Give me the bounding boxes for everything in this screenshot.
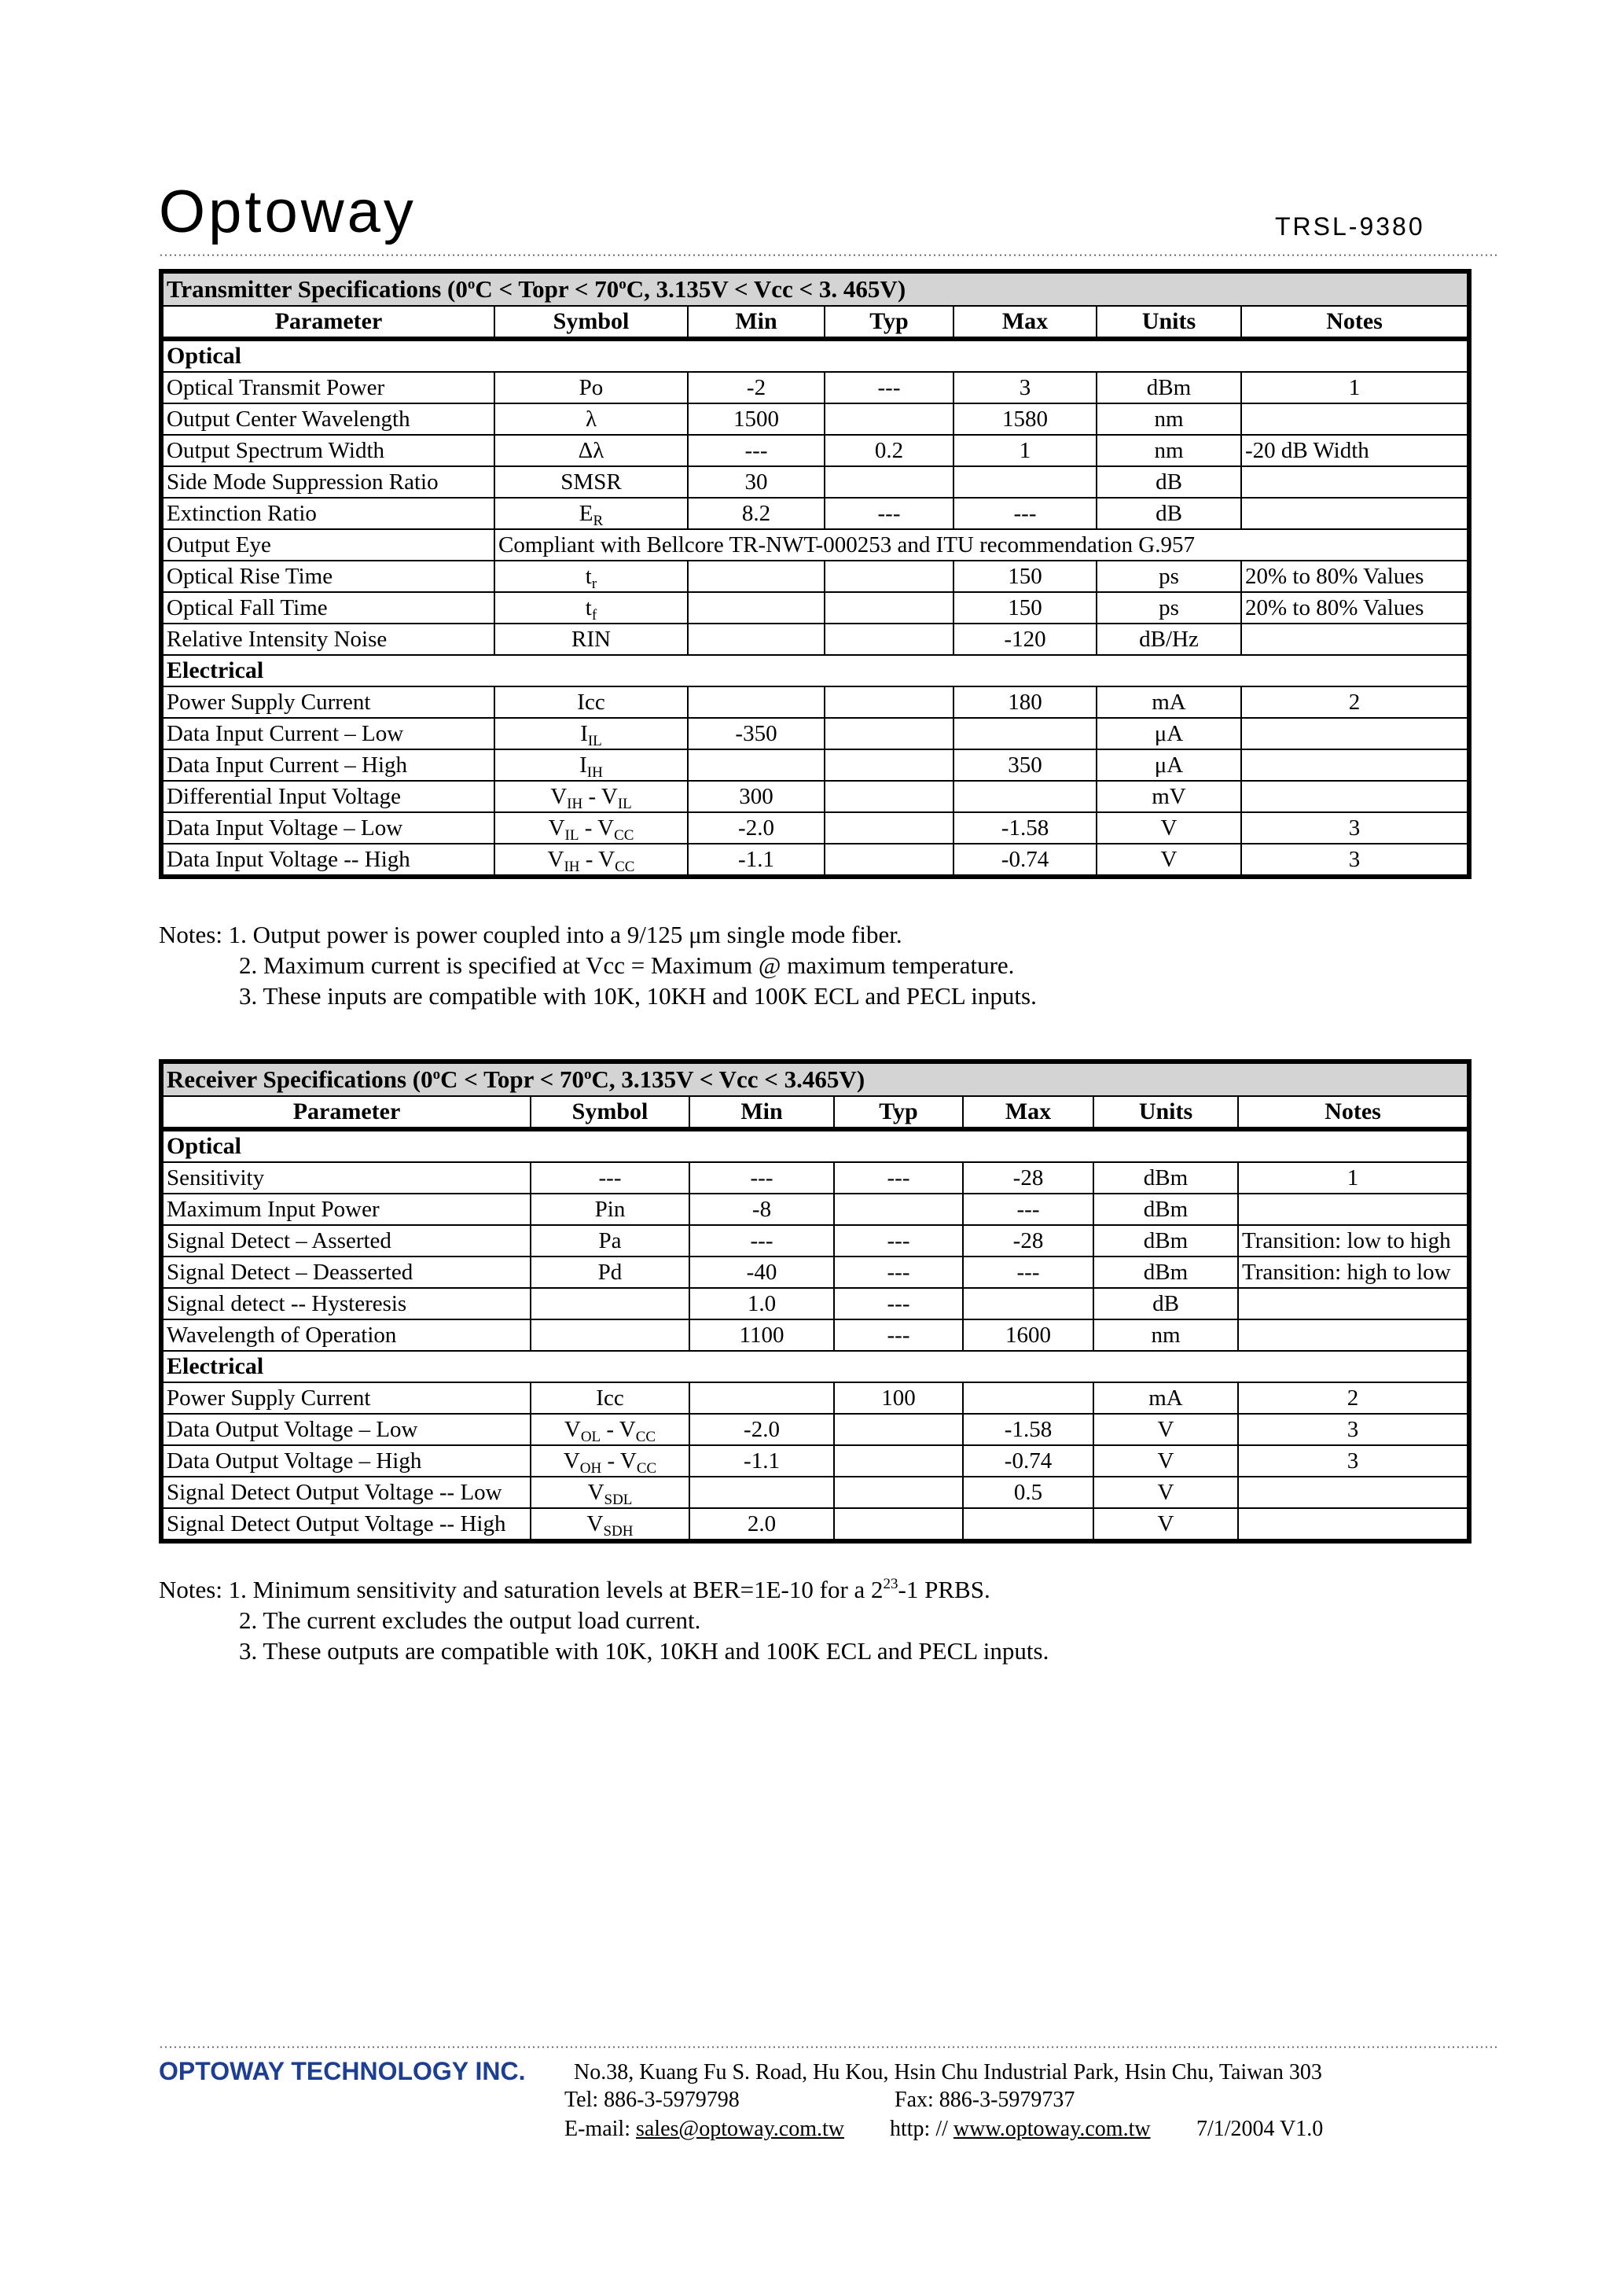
symbol-cell — [531, 1508, 689, 1541]
units-cell: V — [1093, 1477, 1238, 1508]
typ-cell — [825, 466, 953, 498]
min-cell: --- — [688, 435, 825, 466]
degree-mark: o — [584, 1066, 592, 1083]
parameter-cell: Power Supply Current — [161, 1382, 531, 1414]
symbol-main: V — [564, 1417, 581, 1442]
min-cell — [688, 749, 825, 781]
min-cell — [688, 686, 825, 718]
typ-cell: 0.2 — [825, 435, 953, 466]
spec-row — [161, 844, 1469, 877]
min-cell: -1.1 — [689, 1445, 834, 1477]
symbol-main: t — [585, 595, 592, 620]
symbol-subscript: IH — [567, 796, 583, 812]
symbol-cell: Icc — [494, 686, 688, 718]
column-header: Parameter — [161, 306, 494, 339]
symbol-cell: Δλ — [494, 435, 688, 466]
table-title — [161, 1062, 1469, 1096]
min-cell: -350 — [688, 718, 825, 749]
units-cell: dB — [1097, 498, 1241, 529]
symbol-cell — [494, 498, 688, 529]
typ-cell — [834, 1194, 963, 1225]
footer-fax: Fax: 886-3-5979737 — [895, 2088, 1075, 2112]
min-cell: 1100 — [689, 1319, 834, 1351]
max-cell: 150 — [953, 561, 1097, 592]
max-cell: 1 — [953, 435, 1097, 466]
parameter-cell: Wavelength of Operation — [161, 1319, 531, 1351]
symbol-cell: λ — [494, 403, 688, 435]
units-cell: nm — [1097, 435, 1241, 466]
notes-cell — [1238, 1508, 1469, 1541]
units-cell: dB/Hz — [1097, 624, 1241, 655]
units-cell: mA — [1093, 1382, 1238, 1414]
symbol-cell: RIN — [494, 624, 688, 655]
symbol-cell: $V_{IH} - V_{IL}$ — [494, 781, 688, 812]
max-cell: 350 — [953, 749, 1097, 781]
spec-row — [161, 1477, 1469, 1508]
spec-row — [161, 466, 1469, 498]
column-header-row — [161, 1096, 1469, 1129]
typ-cell — [825, 718, 953, 749]
symbol-cell: $V_{OL} - V_{CC}$ — [531, 1414, 689, 1445]
notes-cell: 3 — [1241, 844, 1469, 877]
symbol-cell — [494, 749, 688, 781]
units-cell: dBm — [1093, 1225, 1238, 1257]
title-text: C, 3.135V < Vcc < 3. 465V) — [626, 275, 906, 303]
title-text: C < Topr < 70 — [440, 1065, 585, 1093]
notes-cell — [1241, 498, 1469, 529]
title-text: Receiver Specifications (0 — [167, 1065, 433, 1093]
symbol-cell — [494, 561, 688, 592]
spec-row — [161, 372, 1469, 403]
column-header: Typ — [825, 306, 953, 339]
spec-row — [161, 1414, 1469, 1445]
typ-cell: --- — [834, 1288, 963, 1319]
header-divider — [159, 253, 1498, 257]
section-row — [161, 1129, 1469, 1162]
typ-cell: --- — [825, 498, 953, 529]
website-link[interactable]: www.optoway.com.tw — [953, 2117, 1151, 2141]
parameter-cell: Relative Intensity Noise — [161, 624, 494, 655]
spec-row — [161, 435, 1469, 466]
symbol-subscript: IL — [617, 796, 632, 812]
section-row — [161, 655, 1469, 686]
footer-divider — [159, 2045, 1498, 2049]
symbol-cell — [494, 718, 688, 749]
email-link[interactable]: sales@optoway.com.tw — [635, 2117, 845, 2141]
units-cell: mA — [1097, 686, 1241, 718]
column-header-row — [161, 306, 1469, 339]
footer-address: No.38, Kuang Fu S. Road, Hu Kou, Hsin Chu Industrial Park, Hsin Chu, Taiwan 303 — [574, 2060, 1322, 2084]
max-cell — [963, 1288, 1093, 1319]
column-header: Max — [963, 1096, 1093, 1129]
symbol-subscript: IH — [586, 764, 603, 781]
parameter-cell: Differential Input Voltage — [161, 781, 494, 812]
units-cell: V — [1097, 812, 1241, 844]
symbol-main: V — [586, 1511, 604, 1536]
min-cell — [688, 592, 825, 624]
title-text: Transmitter Specifications (0 — [167, 275, 468, 303]
transmitter-spec-table — [159, 269, 1472, 879]
symbol-main: V — [619, 1448, 637, 1474]
degree-mark: o — [432, 1066, 441, 1083]
min-cell: --- — [689, 1162, 834, 1194]
symbol-subscript: CC — [636, 1460, 657, 1477]
notes-cell: 20% to 80% Values — [1241, 561, 1469, 592]
spec-row — [161, 1288, 1469, 1319]
max-cell: 1600 — [963, 1319, 1093, 1351]
transmitter-note: 2. Maximum current is specified at Vcc = Maximum @ maximum temperature. — [239, 951, 1015, 979]
compliance-cell: Compliant with Bellcore TR-NWT-000253 and ITU recommendation G.957 — [494, 529, 1469, 561]
parameter-cell: Maximum Input Power — [161, 1194, 531, 1225]
max-cell: -28 — [963, 1162, 1093, 1194]
units-cell: dBm — [1093, 1194, 1238, 1225]
notes-cell: 1 — [1241, 372, 1469, 403]
max-cell — [953, 466, 1097, 498]
parameter-cell: Signal Detect – Asserted — [161, 1225, 531, 1257]
typ-cell — [825, 686, 953, 718]
max-cell — [963, 1382, 1093, 1414]
title-text: C < Topr < 70 — [475, 275, 619, 303]
symbol-subscript: SDL — [604, 1492, 633, 1508]
units-cell: ps — [1097, 592, 1241, 624]
typ-cell — [834, 1508, 963, 1541]
notes-cell: -20 dB Width — [1241, 435, 1469, 466]
column-header: Symbol — [531, 1096, 689, 1129]
notes-cell — [1241, 781, 1469, 812]
symbol-subscript: CC — [615, 859, 635, 875]
column-header: Units — [1097, 306, 1241, 339]
parameter-cell: Output Spectrum Width — [161, 435, 494, 466]
footer-tel: Tel: 886-3-5979798 — [564, 2088, 740, 2112]
column-header: Notes — [1238, 1096, 1469, 1129]
symbol-subscript: OL — [580, 1429, 601, 1445]
symbol-main: I — [580, 721, 588, 746]
notes-cell: 20% to 80% Values — [1241, 592, 1469, 624]
units-cell: dB — [1093, 1288, 1238, 1319]
parameter-cell: Optical Transmit Power — [161, 372, 494, 403]
symbol-cell: $V_{IL} - V_{CC}$ — [494, 812, 688, 844]
max-cell: -0.74 — [953, 844, 1097, 877]
spec-row — [161, 1319, 1469, 1351]
notes-cell — [1238, 1194, 1469, 1225]
max-cell: 180 — [953, 686, 1097, 718]
units-cell: dB — [1097, 466, 1241, 498]
symbol-main: I — [579, 752, 587, 778]
column-header: Units — [1093, 1096, 1238, 1129]
table-title — [161, 271, 1469, 306]
symbol-main: V — [598, 847, 615, 872]
max-cell: --- — [953, 498, 1097, 529]
parameter-cell: Sensitivity — [161, 1162, 531, 1194]
typ-cell — [834, 1477, 963, 1508]
symbol-subscript: R — [593, 513, 604, 529]
spec-row — [161, 812, 1469, 844]
notes-cell — [1241, 718, 1469, 749]
footer-website: http: // www.optoway.com.tw — [890, 2117, 1151, 2141]
spec-row — [161, 592, 1469, 624]
min-cell: -8 — [689, 1194, 834, 1225]
symbol-main: V — [563, 1448, 580, 1474]
typ-cell — [825, 749, 953, 781]
notes-cell — [1241, 403, 1469, 435]
max-cell — [963, 1508, 1093, 1541]
max-cell: -0.74 — [963, 1445, 1093, 1477]
symbol-cell: $V_{OH} - V_{CC}$ — [531, 1445, 689, 1477]
max-cell: -1.58 — [953, 812, 1097, 844]
parameter-cell: Signal Detect Output Voltage -- High — [161, 1508, 531, 1541]
max-cell: --- — [963, 1194, 1093, 1225]
max-cell — [953, 781, 1097, 812]
parameter-cell: Signal Detect Output Voltage -- Low — [161, 1477, 531, 1508]
parameter-cell: Output Center Wavelength — [161, 403, 494, 435]
receiver-spec-table — [159, 1059, 1472, 1544]
symbol-cell: Pd — [531, 1257, 689, 1288]
parameter-cell: Data Input Current – High — [161, 749, 494, 781]
symbol-subscript: IL — [587, 733, 602, 749]
degree-mark: o — [619, 276, 626, 293]
max-cell: -120 — [953, 624, 1097, 655]
typ-cell — [834, 1445, 963, 1477]
min-cell: 300 — [688, 781, 825, 812]
symbol-main: V — [601, 784, 618, 809]
typ-cell — [825, 781, 953, 812]
typ-cell: --- — [834, 1162, 963, 1194]
symbol-subscript: IL — [564, 827, 579, 844]
min-cell: --- — [689, 1225, 834, 1257]
parameter-cell: Optical Fall Time — [161, 592, 494, 624]
symbol-main: V — [587, 1480, 604, 1505]
symbol-main: V — [548, 815, 565, 841]
notes-cell: 1 — [1238, 1162, 1469, 1194]
spec-row — [161, 1508, 1469, 1541]
max-cell: 0.5 — [963, 1477, 1093, 1508]
min-cell: 2.0 — [689, 1508, 834, 1541]
notes-cell — [1238, 1477, 1469, 1508]
typ-cell — [825, 561, 953, 592]
min-cell: -1.1 — [688, 844, 825, 877]
min-cell — [689, 1477, 834, 1508]
symbol-cell: --- — [531, 1162, 689, 1194]
typ-cell: --- — [834, 1319, 963, 1351]
section-row — [161, 1351, 1469, 1382]
parameter-cell: Optical Rise Time — [161, 561, 494, 592]
spec-row — [161, 498, 1469, 529]
spec-row — [161, 403, 1469, 435]
max-cell — [953, 718, 1097, 749]
notes-cell — [1241, 466, 1469, 498]
symbol-subscript: r — [591, 576, 597, 592]
parameter-cell: Output Eye — [161, 529, 494, 561]
receiver-note: 2. The current excludes the output load current. — [239, 1606, 701, 1634]
symbol-cell — [531, 1288, 689, 1319]
min-cell: -2.0 — [688, 812, 825, 844]
units-cell: dBm — [1097, 372, 1241, 403]
column-header: Symbol — [494, 306, 688, 339]
symbol-subscript: CC — [635, 1429, 656, 1445]
typ-cell — [834, 1414, 963, 1445]
symbol-main: V — [550, 784, 568, 809]
section-optical: Optical — [161, 339, 1469, 372]
receiver-note: 3. These outputs are compatible with 10K, 10KH and 100K ECL and PECL inputs. — [239, 1637, 1049, 1665]
units-cell: μA — [1097, 718, 1241, 749]
symbol-cell: Po — [494, 372, 688, 403]
symbol-subscript: CC — [614, 827, 634, 844]
max-cell: -28 — [963, 1225, 1093, 1257]
transmitter-note: Notes: 1. Output power is power coupled into a 9/125 μm single mode fiber. — [159, 921, 902, 948]
symbol-main: V — [547, 847, 564, 872]
column-header: Typ — [834, 1096, 963, 1129]
symbol-main: V — [597, 815, 615, 841]
units-cell: μA — [1097, 749, 1241, 781]
typ-cell — [825, 812, 953, 844]
notes-cell: 2 — [1241, 686, 1469, 718]
symbol-cell: Icc — [531, 1382, 689, 1414]
notes-cell: Transition: high to low — [1238, 1257, 1469, 1288]
spec-row — [161, 561, 1469, 592]
symbol-main: V — [619, 1417, 636, 1442]
parameter-cell: Data Output Voltage – Low — [161, 1414, 531, 1445]
typ-cell — [825, 592, 953, 624]
max-cell: 3 — [953, 372, 1097, 403]
units-cell: ps — [1097, 561, 1241, 592]
spec-row — [161, 1225, 1469, 1257]
units-cell: nm — [1097, 403, 1241, 435]
parameter-cell: Data Input Voltage – Low — [161, 812, 494, 844]
min-cell: 8.2 — [688, 498, 825, 529]
units-cell: V — [1093, 1414, 1238, 1445]
notes-cell: Transition: low to high — [1238, 1225, 1469, 1257]
typ-cell — [825, 624, 953, 655]
spec-row — [161, 529, 1469, 561]
units-cell: nm — [1093, 1319, 1238, 1351]
table-title-row — [161, 271, 1469, 306]
parameter-cell: Extinction Ratio — [161, 498, 494, 529]
symbol-main: t — [585, 564, 592, 589]
spec-row — [161, 749, 1469, 781]
max-cell: --- — [963, 1257, 1093, 1288]
section-electrical: Electrical — [161, 1351, 1469, 1382]
section-row — [161, 339, 1469, 372]
symbol-cell — [494, 592, 688, 624]
section-optical: Optical — [161, 1129, 1469, 1162]
parameter-cell: Data Input Voltage -- High — [161, 844, 494, 877]
parameter-cell: Signal detect -- Hysteresis — [161, 1288, 531, 1319]
notes-cell — [1238, 1319, 1469, 1351]
parameter-cell: Data Input Current – Low — [161, 718, 494, 749]
min-cell — [688, 624, 825, 655]
parameter-cell: Power Supply Current — [161, 686, 494, 718]
spec-row — [161, 686, 1469, 718]
min-cell — [688, 561, 825, 592]
parameter-cell: Side Mode Suppression Ratio — [161, 466, 494, 498]
spec-row — [161, 1445, 1469, 1477]
notes-cell: 2 — [1238, 1382, 1469, 1414]
min-cell — [689, 1382, 834, 1414]
notes-cell — [1241, 624, 1469, 655]
notes-cell: 3 — [1241, 812, 1469, 844]
typ-cell: --- — [825, 372, 953, 403]
spec-row — [161, 1257, 1469, 1288]
symbol-cell: Pin — [531, 1194, 689, 1225]
transmitter-notes — [159, 919, 1037, 1011]
max-cell: 150 — [953, 592, 1097, 624]
spec-row — [161, 718, 1469, 749]
spec-row — [161, 624, 1469, 655]
column-header: Min — [688, 306, 825, 339]
spec-row — [161, 1162, 1469, 1194]
units-cell: dBm — [1093, 1257, 1238, 1288]
column-header: Parameter — [161, 1096, 531, 1129]
parameter-cell: Data Output Voltage – High — [161, 1445, 531, 1477]
min-cell: -40 — [689, 1257, 834, 1288]
notes-cell: 3 — [1238, 1414, 1469, 1445]
degree-mark: o — [467, 276, 476, 293]
notes-cell — [1238, 1288, 1469, 1319]
column-header: Min — [689, 1096, 834, 1129]
notes-cell — [1241, 749, 1469, 781]
parameter-cell: Signal Detect – Deasserted — [161, 1257, 531, 1288]
title-text: C, 3.135V < Vcc < 3.465V) — [591, 1065, 865, 1093]
model-number: TRSL-9380 — [1275, 212, 1425, 241]
symbol-main: E — [579, 501, 593, 526]
table-title-row — [161, 1062, 1469, 1096]
units-cell: mV — [1097, 781, 1241, 812]
symbol-cell: Pa — [531, 1225, 689, 1257]
max-cell: -1.58 — [963, 1414, 1093, 1445]
symbol-subscript: f — [591, 607, 597, 624]
symbol-cell — [531, 1477, 689, 1508]
notes-cell: 3 — [1238, 1445, 1469, 1477]
footer-company-name: OPTOWAY TECHNOLOGY INC. — [159, 2057, 526, 2085]
units-cell: V — [1093, 1508, 1238, 1541]
min-cell: 1500 — [688, 403, 825, 435]
units-cell: V — [1093, 1445, 1238, 1477]
symbol-subscript: IH — [564, 859, 580, 875]
footer-email: E-mail: sales@optoway.com.tw — [564, 2117, 845, 2141]
typ-cell: 100 — [834, 1382, 963, 1414]
typ-cell: --- — [834, 1257, 963, 1288]
spec-row — [161, 1194, 1469, 1225]
symbol-cell — [531, 1319, 689, 1351]
transmitter-note: 3. These inputs are compatible with 10K, 10KH and 100K ECL and PECL inputs. — [239, 982, 1037, 1010]
symbol-subscript: OH — [579, 1460, 602, 1477]
receiver-note: Notes: 1. Minimum sensitivity and saturation levels at BER=1E-10 for a $2^{23}-1$ PRBS. — [159, 1576, 990, 1603]
min-cell: 30 — [688, 466, 825, 498]
spec-row — [161, 781, 1469, 812]
column-header: Notes — [1241, 306, 1469, 339]
typ-cell — [825, 844, 953, 877]
units-cell: dBm — [1093, 1162, 1238, 1194]
typ-cell — [825, 403, 953, 435]
receiver-notes — [159, 1574, 1049, 1666]
units-cell: V — [1097, 844, 1241, 877]
column-header: Max — [953, 306, 1097, 339]
typ-cell: --- — [834, 1225, 963, 1257]
section-electrical: Electrical — [161, 655, 1469, 686]
min-cell: -2.0 — [689, 1414, 834, 1445]
symbol-subscript: SDH — [603, 1523, 634, 1540]
min-cell: 1.0 — [689, 1288, 834, 1319]
symbol-cell: SMSR — [494, 466, 688, 498]
max-cell: 1580 — [953, 403, 1097, 435]
company-logo: Optoway — [159, 178, 417, 245]
min-cell: -2 — [688, 372, 825, 403]
spec-row — [161, 1382, 1469, 1414]
footer-date-version: 7/1/2004 V1.0 — [1196, 2117, 1324, 2141]
symbol-cell: $V_{IH} - V_{CC}$ — [494, 844, 688, 877]
